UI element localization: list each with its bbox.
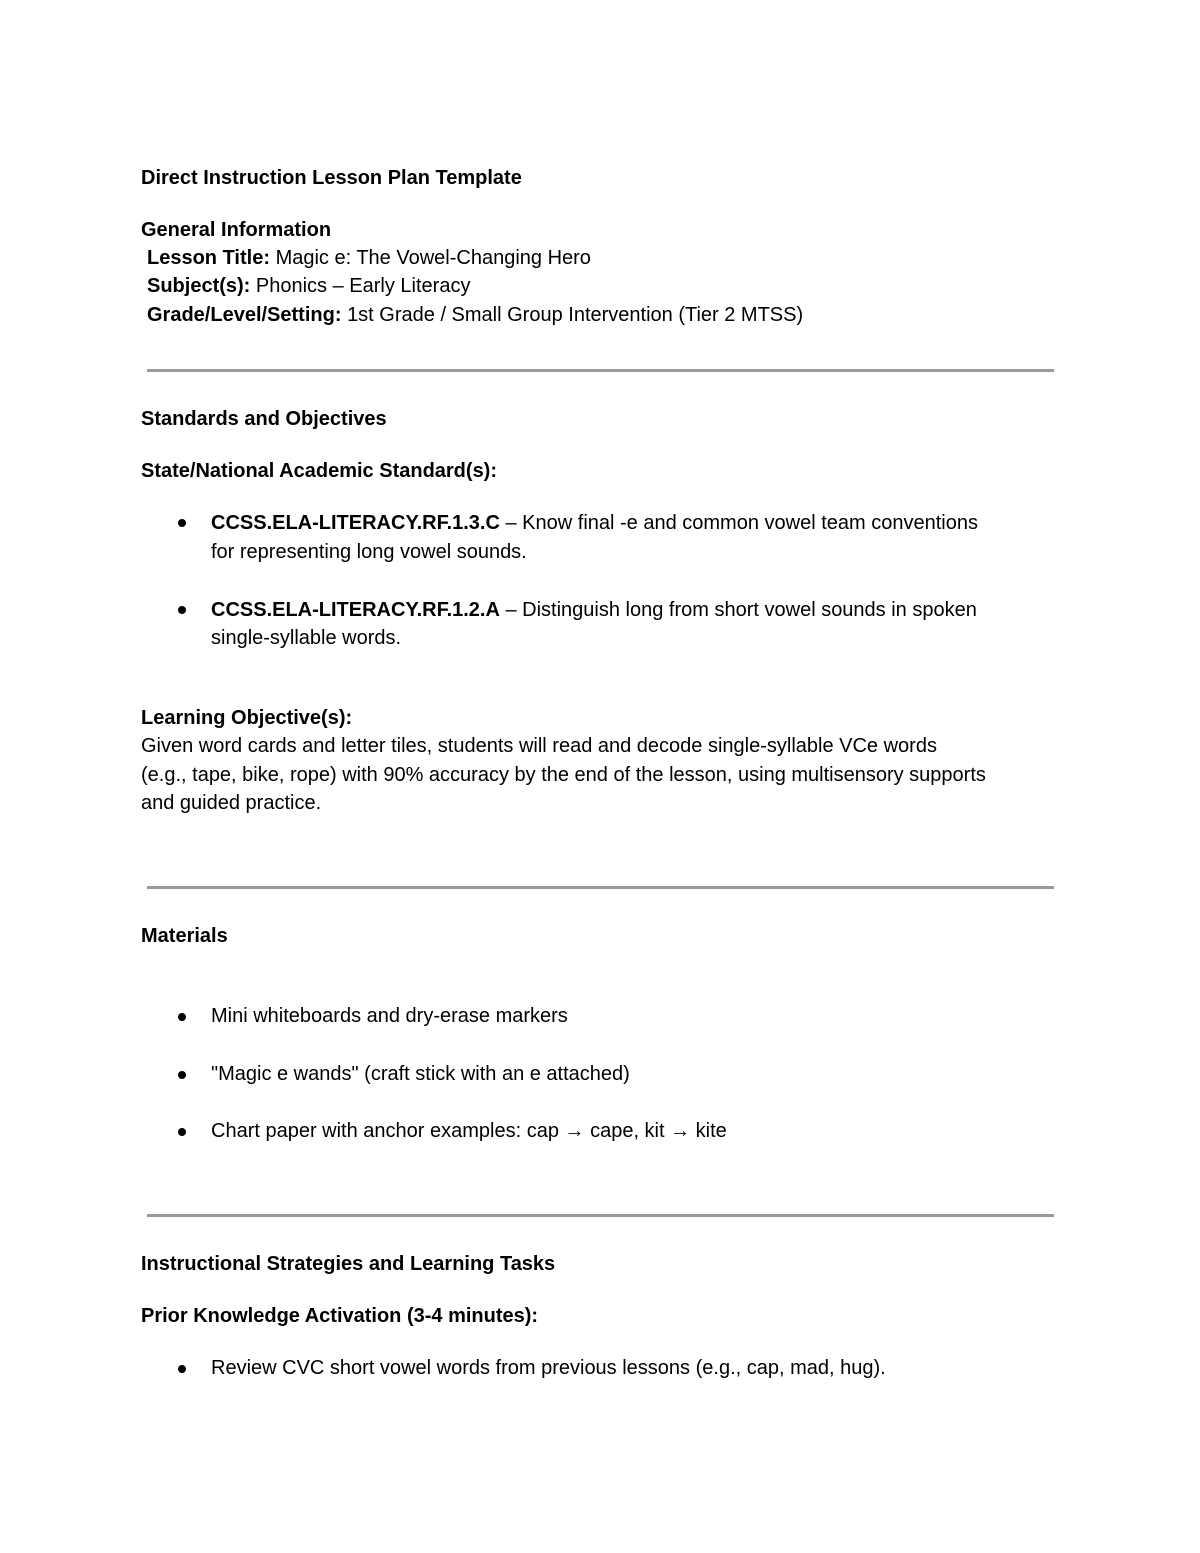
objective-line-1: Given word cards and letter tiles, students will read and decode single-syllable VCe words [141,735,937,757]
subjects-value: Phonics – Early Literacy [255,275,471,297]
subjects-label: Subject(s): [147,275,251,297]
prior-knowledge-label: Prior Knowledge Activation (3-4 minutes): [141,1305,539,1327]
general-information-heading: General Information [141,219,332,241]
standard-code: CCSS.ELA-LITERACY.RF.1.2.A [211,599,500,621]
lesson-title-label: Lesson Title: [147,247,270,269]
section-divider [147,886,1054,889]
standard-text: – Distinguish long from short vowel sounds in spoken [499,599,977,621]
grade-label: Grade/Level/Setting: [147,304,342,326]
instructional-heading: Instructional Strategies and Learning Tasks [141,1253,556,1275]
bullet-icon [178,606,186,614]
standard-item-2-line1 [211,596,977,624]
grade-value: 1st Grade / Small Group Intervention (Tier 2 MTSS) [347,304,804,326]
standard-text: – Know final -e and common vowel team conventions [499,512,978,534]
standard-item-1-line1 [211,509,978,537]
bullet-icon [178,1365,186,1373]
bullet-icon [178,519,186,527]
document-title: Direct Instruction Lesson Plan Template [141,167,522,189]
materials-item: Chart paper with anchor examples: cap → cape, kit → kite [211,1120,727,1142]
objective-line-3: and guided practice. [141,792,322,814]
grade-line [147,301,803,329]
bullet-icon [178,1013,186,1021]
subjects-line [147,272,470,300]
lesson-title-value: Magic e: The Vowel-Changing Hero [275,247,591,269]
section-divider [147,369,1054,372]
objective-line-2: (e.g., tape, bike, rope) with 90% accuracy by the end of the lesson, using multisensory supports [141,764,986,786]
lesson-title-line [147,244,591,272]
materials-item: "Magic e wands" (craft stick with an e attached) [211,1063,630,1085]
section-divider [147,1214,1054,1217]
objectives-label: Learning Objective(s): [141,707,353,729]
standard-code: CCSS.ELA-LITERACY.RF.1.3.C [211,512,500,534]
materials-item: Mini whiteboards and dry-erase markers [211,1005,568,1027]
bullet-icon [178,1071,186,1079]
standard-item-1-line2: for representing long vowel sounds. [211,541,527,563]
materials-heading: Materials [141,925,228,947]
bullet-icon [178,1128,186,1136]
standards-label: State/National Academic Standard(s): [141,460,498,482]
standard-item-2-line2: single-syllable words. [211,627,402,649]
standards-heading: Standards and Objectives [141,408,387,430]
instructional-item: Review CVC short vowel words from previous lessons (e.g., cap, mad, hug). [211,1357,886,1379]
